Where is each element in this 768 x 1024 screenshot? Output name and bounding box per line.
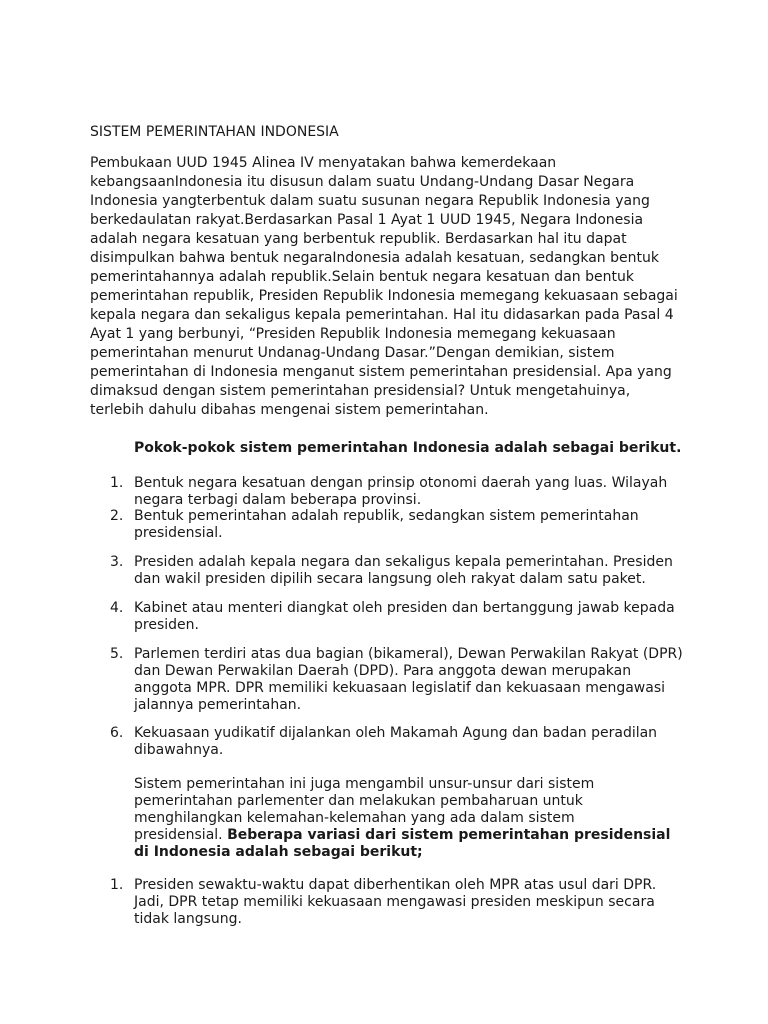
- intro-line: berkedaulatan rakyat.Berdasarkan Pasal 1 Ayat 1 UUD 1945, Negara Indonesia: [90, 212, 644, 228]
- list-number: 2.: [110, 508, 124, 524]
- list-line: presidensial.: [134, 525, 223, 541]
- section-heading: Pokok-pokok sistem pemerintahan Indonesia adalah sebagai berikut.: [134, 440, 682, 456]
- list-item-text: [134, 554, 694, 588]
- intro-line: kebangsaanIndonesia itu disusun dalam suatu Undang-Undang Dasar Negara: [90, 174, 635, 190]
- list-item-text: [134, 475, 694, 509]
- list-line: Bentuk pemerintahan adalah republik, sedangkan sistem pemerintahan: [134, 508, 639, 524]
- intro-line: pemerintahan republik, Presiden Republik Indonesia memegang kekuasaan sebagai: [90, 288, 678, 304]
- list-line: jalannya pemerintahan.: [134, 697, 302, 713]
- intro-paragraph: [90, 154, 690, 420]
- intro-line: pemerintahan menurut Undanag-Undang Dasar.”Dengan demikian, sistem: [90, 345, 615, 361]
- list-line: Kabinet atau menteri diangkat oleh presiden dan bertanggung jawab kepada: [134, 600, 675, 616]
- note-emphasis: di Indonesia adalah sebagai berikut;: [134, 844, 423, 860]
- intro-line: kepala negara dan sekaligus kepala pemerintahan. Hal itu didasarkan pada Pasal 4: [90, 307, 674, 323]
- list-line: dan Dewan Perwakilan Daerah (DPD). Para anggota dewan merupakan: [134, 663, 632, 679]
- note-text: presidensial.: [134, 827, 228, 843]
- intro-line: pemerintahannya adalah republik.Selain bentuk negara kesatuan dan bentuk: [90, 269, 634, 285]
- intro-line: disimpulkan bahwa bentuk negaraIndonesia adalah kesatuan, sedangkan bentuk: [90, 250, 659, 266]
- list-number: 6.: [110, 725, 124, 741]
- list-line: Kekuasaan yudikatif dijalankan oleh Makamah Agung dan badan peradilan: [134, 725, 658, 741]
- list-line: Presiden sewaktu-waktu dapat diberhentikan oleh MPR atas usul dari DPR.: [134, 877, 657, 893]
- list-line: dan wakil presiden dipilih secara langsung oleh rakyat dalam satu paket.: [134, 571, 646, 587]
- list-line: tidak langsung.: [134, 911, 243, 927]
- note-emphasis: Beberapa variasi dari sistem pemerintahan presidensial: [227, 827, 671, 843]
- intro-line: Indonesia yangterbentuk dalam suatu susunan negara Republik Indonesia yang: [90, 193, 650, 209]
- variation-note: [134, 776, 694, 861]
- list-line: Parlemen terdiri atas dua bagian (bikameral), Dewan Perwakilan Rakyat (DPR): [134, 646, 683, 662]
- intro-line: terlebih dahulu dibahas mengenai sistem pemerintahan.: [90, 402, 489, 418]
- list-number: 3.: [110, 554, 124, 570]
- list-item-text: [134, 508, 694, 542]
- list-number: 1.: [110, 475, 124, 491]
- list-line: Presiden adalah kepala negara dan sekaligus kepala pemerintahan. Presiden: [134, 554, 673, 570]
- note-line: Sistem pemerintahan ini juga mengambil unsur-unsur dari sistem: [134, 776, 595, 792]
- note-line: [134, 844, 694, 861]
- list-line: presiden.: [134, 617, 199, 633]
- note-line: pemerintahan parlementer dan melakukan pembaharuan untuk: [134, 793, 583, 809]
- list-number: 5.: [110, 646, 124, 662]
- note-line: [134, 827, 694, 844]
- intro-line: Pembukaan UUD 1945 Alinea IV menyatakan bahwa kemerdekaan: [90, 155, 557, 171]
- list-line: anggota MPR. DPR memiliki kekuasaan legislatif dan kekuasaan mengawasi: [134, 680, 666, 696]
- list-line: Jadi, DPR tetap memiliki kekuasaan mengawasi presiden meskipun secara: [134, 894, 655, 910]
- list-number: 1.: [110, 877, 124, 893]
- intro-line: pemerintahan di Indonesia menganut sistem pemerintahan presidensial. Apa yang: [90, 364, 672, 380]
- intro-line: adalah negara kesatuan yang berbentuk republik. Berdasarkan hal itu dapat: [90, 231, 627, 247]
- list-line: Bentuk negara kesatuan dengan prinsip otonomi daerah yang luas. Wilayah: [134, 475, 668, 491]
- list-item-text: [134, 600, 694, 634]
- list-item-text: [134, 877, 694, 928]
- list-item-text: [134, 646, 694, 714]
- note-line: menghilangkan kelemahan-kelemahan yang ada dalam sistem: [134, 810, 575, 826]
- list-line: dibawahnya.: [134, 742, 224, 758]
- document-title: SISTEM PEMERINTAHAN INDONESIA: [90, 124, 339, 140]
- intro-line: dimaksud dengan sistem pemerintahan presidensial? Untuk mengetahuinya,: [90, 383, 631, 399]
- list-item-text: [134, 725, 694, 759]
- list-line: negara terbagi dalam beberapa provinsi.: [134, 492, 422, 508]
- intro-line: Ayat 1 yang berbunyi, “Presiden Republik Indonesia memegang kekuasaan: [90, 326, 616, 342]
- list-number: 4.: [110, 600, 124, 616]
